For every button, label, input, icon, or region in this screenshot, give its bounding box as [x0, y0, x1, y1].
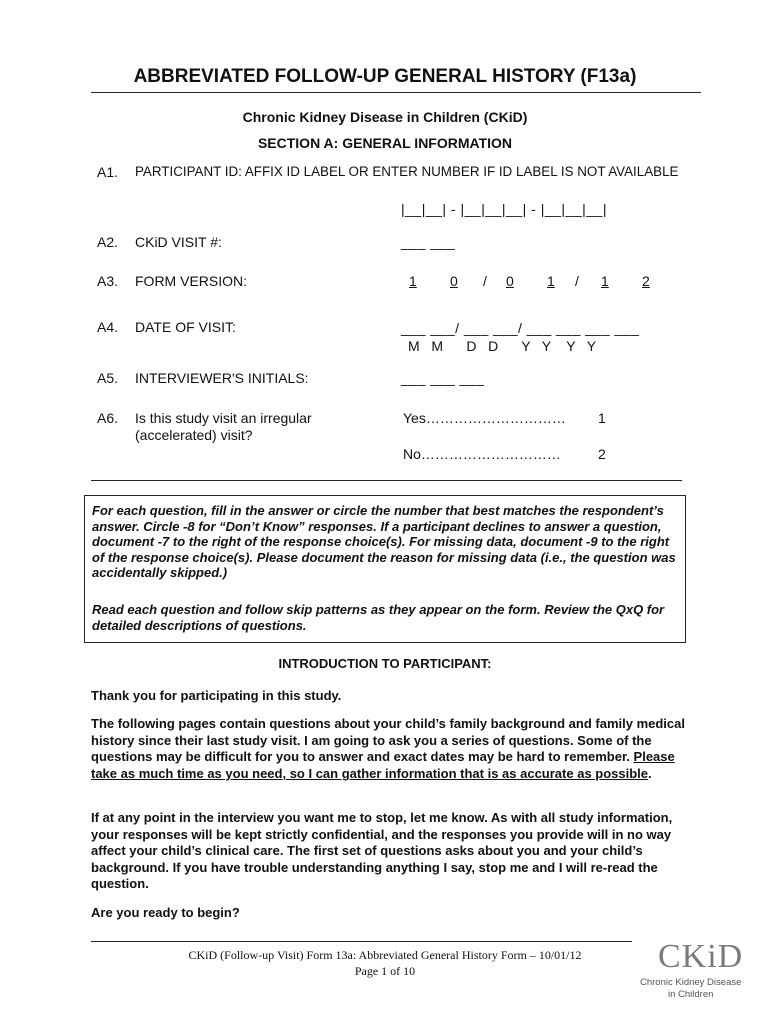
a6-label-cont: (accelerated) visit?	[135, 427, 253, 443]
section-heading: SECTION A: GENERAL INFORMATION	[257, 135, 513, 151]
version-separator: /	[483, 273, 487, 289]
form-version-field	[401, 273, 671, 291]
title-rule	[91, 92, 701, 93]
a1-label: PARTICIPANT ID: AFFIX ID LABEL OR ENTER NUMBER IF ID LABEL IS NOT AVAILABLE	[135, 164, 679, 179]
interviewer-initials-field[interactable]: ___ ___ ___	[401, 370, 485, 386]
logo-text: in Children	[668, 989, 714, 1000]
a3-number: A3.	[97, 273, 119, 289]
instruction-paragraph: Read each question and follow skip patterns as they appear on the form. Review the QxQ for detailed descriptions of questions.	[92, 602, 665, 633]
intro-paragraph: Thank you for participating in this study.	[91, 688, 342, 703]
intro-paragraph	[91, 716, 691, 782]
participant-id-field[interactable]: |__|__| - |__|__|__| - |__|__|__|	[401, 201, 607, 217]
logo-mark: CKiD	[658, 938, 744, 975]
intro-text: The following pages contain questions about your child’s family background and family medical history since their last study visit. I am going to ask you a series of questions. Some of the questions may be difficult for you to answer and exact dates may be hard to remember.	[91, 716, 685, 765]
logo-text: Chronic Kidney Disease	[640, 977, 742, 988]
option-yes-code[interactable]: 1	[598, 410, 606, 426]
page-number: Page 1 of 10	[354, 964, 416, 978]
instruction-paragraph: For each question, fill in the answer or circle the number that best matches the respondent’s answer. Circle -8 for “Don’t Know” responses. If a participant declines to answer a question, document -7 to the right of the response choice(s). For missing data, document -9 to the right of the response choice(s). Please document the reason for missing data (i.e., the question was accidentally skipped.)	[92, 503, 676, 581]
intro-paragraph: If at any point in the interview you want me to stop, let me know. As with all study information, your responses will be kept strictly confidential, and the responses you provide will in no way affect your child’s clinical care. The first set of questions asks about you and your child’s background. If you have trouble understanding anything I say, stop me and I will re-read the question.	[91, 810, 673, 892]
version-digit: 0	[506, 273, 514, 289]
visit-date-field[interactable]: ___ ___/ ___ ___/ ___ ___ ___ ___	[401, 320, 640, 336]
visit-date-legend: M M D D Y Y Y Y	[408, 338, 597, 354]
a6-label: Is this study visit an irregular	[135, 410, 312, 426]
footer-text: CKiD (Follow-up Visit) Form 13a: Abbreviated General History Form – 10/01/12	[188, 948, 582, 962]
version-digit: 2	[642, 273, 650, 289]
form-title: ABBREVIATED FOLLOW-UP GENERAL HISTORY (F13a)	[133, 66, 637, 87]
ckid-logo	[640, 938, 744, 1000]
option-no-code[interactable]: 2	[598, 446, 606, 462]
option-yes[interactable]: Yes…………………………	[403, 410, 566, 426]
option-no[interactable]: No…………………………	[403, 446, 561, 462]
visit-number-field[interactable]: ___ ___	[401, 234, 456, 250]
a1-number: A1.	[97, 164, 119, 180]
section-rule	[91, 480, 682, 481]
a3-label: FORM VERSION:	[135, 273, 248, 289]
intro-emphasis: Please take as much time as you need, so I can gather information that is as accurate as possible	[91, 749, 675, 781]
a2-label: CKiD VISIT #:	[135, 234, 222, 250]
version-digit: 1	[547, 273, 555, 289]
instruction-box	[84, 495, 686, 643]
a6-number: A6.	[97, 410, 119, 426]
form-subtitle: Chronic Kidney Disease in Children (CKiD)	[242, 109, 528, 125]
version-separator: /	[575, 273, 579, 289]
intro-text-end: .	[648, 765, 652, 781]
version-digit: 1	[601, 273, 609, 289]
a5-number: A5.	[97, 370, 119, 386]
footer-rule	[91, 941, 632, 942]
version-digit: 1	[409, 273, 417, 289]
a4-label: DATE OF VISIT:	[135, 319, 236, 335]
intro-paragraph: Are you ready to begin?	[91, 905, 240, 920]
a4-number: A4.	[97, 319, 119, 335]
a2-number: A2.	[97, 234, 119, 250]
a5-label: INTERVIEWER'S INITIALS:	[135, 370, 309, 386]
intro-heading: INTRODUCTION TO PARTICIPANT:	[278, 656, 492, 671]
version-digit: 0	[450, 273, 458, 289]
